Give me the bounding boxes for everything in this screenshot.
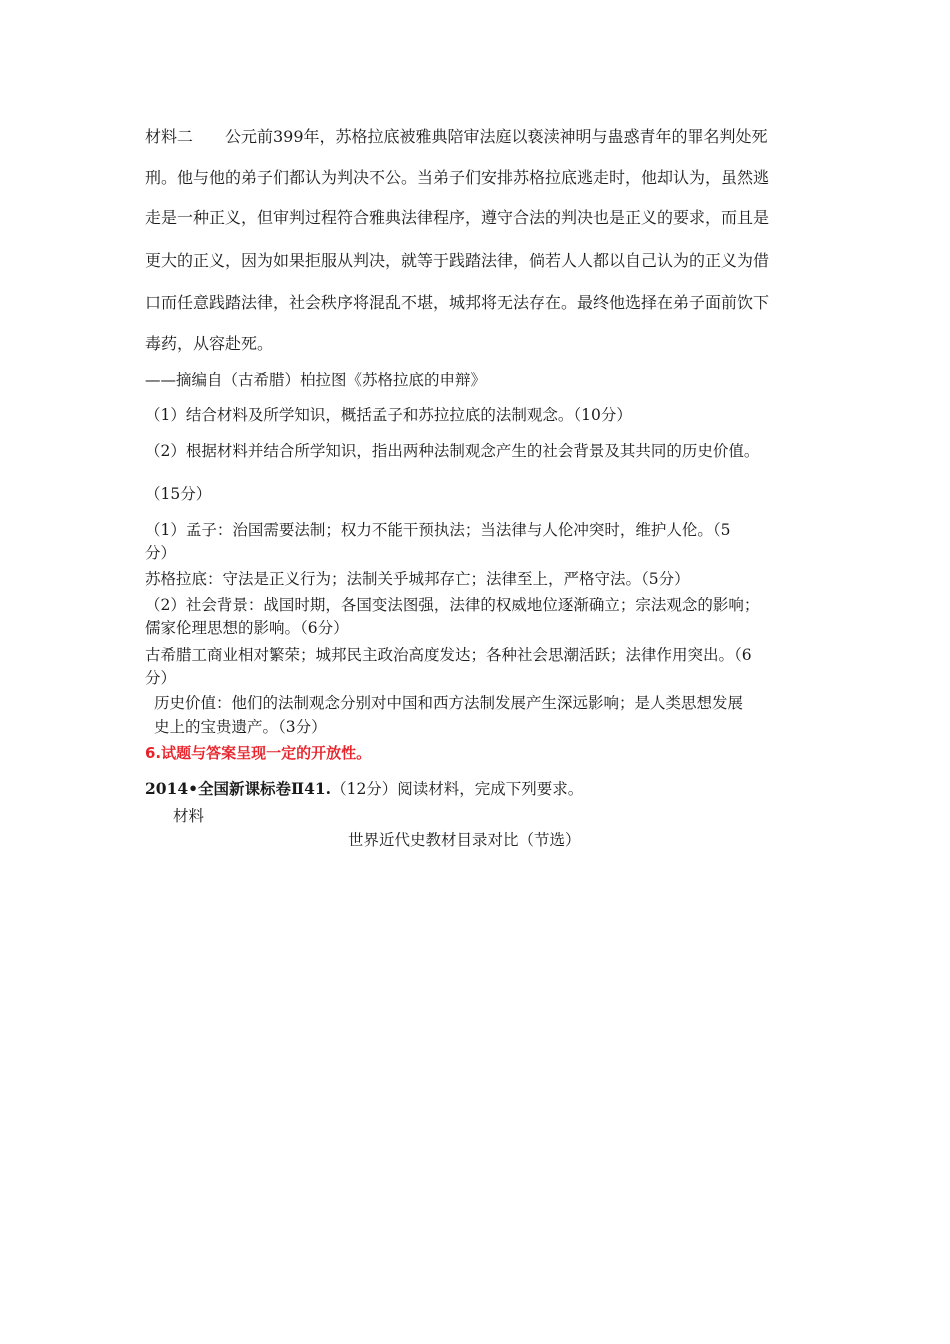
answer-2-line-6: 史上的宝贵遗产。（3分） bbox=[154, 718, 327, 736]
material2-line-1: 材料二 公元前399年，苏格拉底被雅典陪审法庭以亵渎神明与蛊惑青年的罪名判处死 bbox=[145, 127, 768, 146]
material2-line-4: 更大的正义，因为如果拒服从判决，就等于践踏法律，倘若人人都以自己认为的正义为借 bbox=[145, 251, 770, 270]
answer-1-line-2: 分） bbox=[145, 544, 177, 562]
material2-line-6: 毒药，从容赴死。 bbox=[145, 334, 274, 353]
question-2: （2）根据材料并结合所学知识，指出两种法制观念产生的社会背景及其共同的历史价值。 bbox=[145, 442, 760, 460]
table-title: 世界近代史教材目录对比（节选） bbox=[348, 831, 581, 849]
exam-source-line bbox=[145, 779, 583, 799]
answer-2-line-4: 分） bbox=[145, 669, 177, 687]
exam-source: 2014•全国新课标卷Ⅱ41. bbox=[145, 779, 332, 798]
material2-source: ——摘编自（古希腊）柏拉图《苏格拉底的申辩》 bbox=[145, 371, 487, 389]
material-label: 材料 bbox=[173, 807, 205, 825]
answer-1-line-1: （1）孟子：治国需要法制；权力不能干预执法；当法律与人伦冲突时，维护人伦。（5 bbox=[145, 521, 731, 539]
answer-2-line-3: 古希腊工商业相对繁荣；城邦民主政治高度发达；各种社会思潮活跃；法律作用突出。（6 bbox=[145, 646, 752, 664]
question-1: （1）结合材料及所学知识，概括孟子和苏拉拉底的法制观念。（10分） bbox=[145, 406, 632, 424]
question-2-score: （15分） bbox=[145, 485, 212, 503]
answer-2-line-1: （2）社会背景：战国时期，各国变法图强，法律的权威地位逐渐确立；宗法观念的影响； bbox=[145, 596, 760, 614]
exam-prompt: （12分）阅读材料，完成下列要求。 bbox=[331, 780, 584, 798]
answer-1-line-3: 苏格拉底：守法是正义行为；法制关乎城邦存亡；法律至上，严格守法。（5分） bbox=[145, 570, 690, 588]
section-6-heading: 6.试题与答案呈现一定的开放性。 bbox=[145, 744, 372, 762]
material2-line-5: 口而任意践踏法律，社会秩序将混乱不堪，城邦将无法存在。最终他选择在弟子面前饮下 bbox=[145, 293, 770, 312]
material2-line-3: 走是一种正义，但审判过程符合雅典法律程序，遵守合法的判决也是正义的要求，而且是 bbox=[145, 208, 770, 227]
answer-2-line-2: 儒家伦理思想的影响。（6分） bbox=[145, 619, 349, 637]
material2-line-2: 刑。他与他的弟子们都认为判决不公。当弟子们安排苏格拉底逃走时，他却认为，虽然逃 bbox=[145, 168, 770, 187]
answer-2-line-5: 历史价值：他们的法制观念分别对中国和西方法制发展产生深远影响；是人类思想发展 bbox=[154, 694, 744, 712]
